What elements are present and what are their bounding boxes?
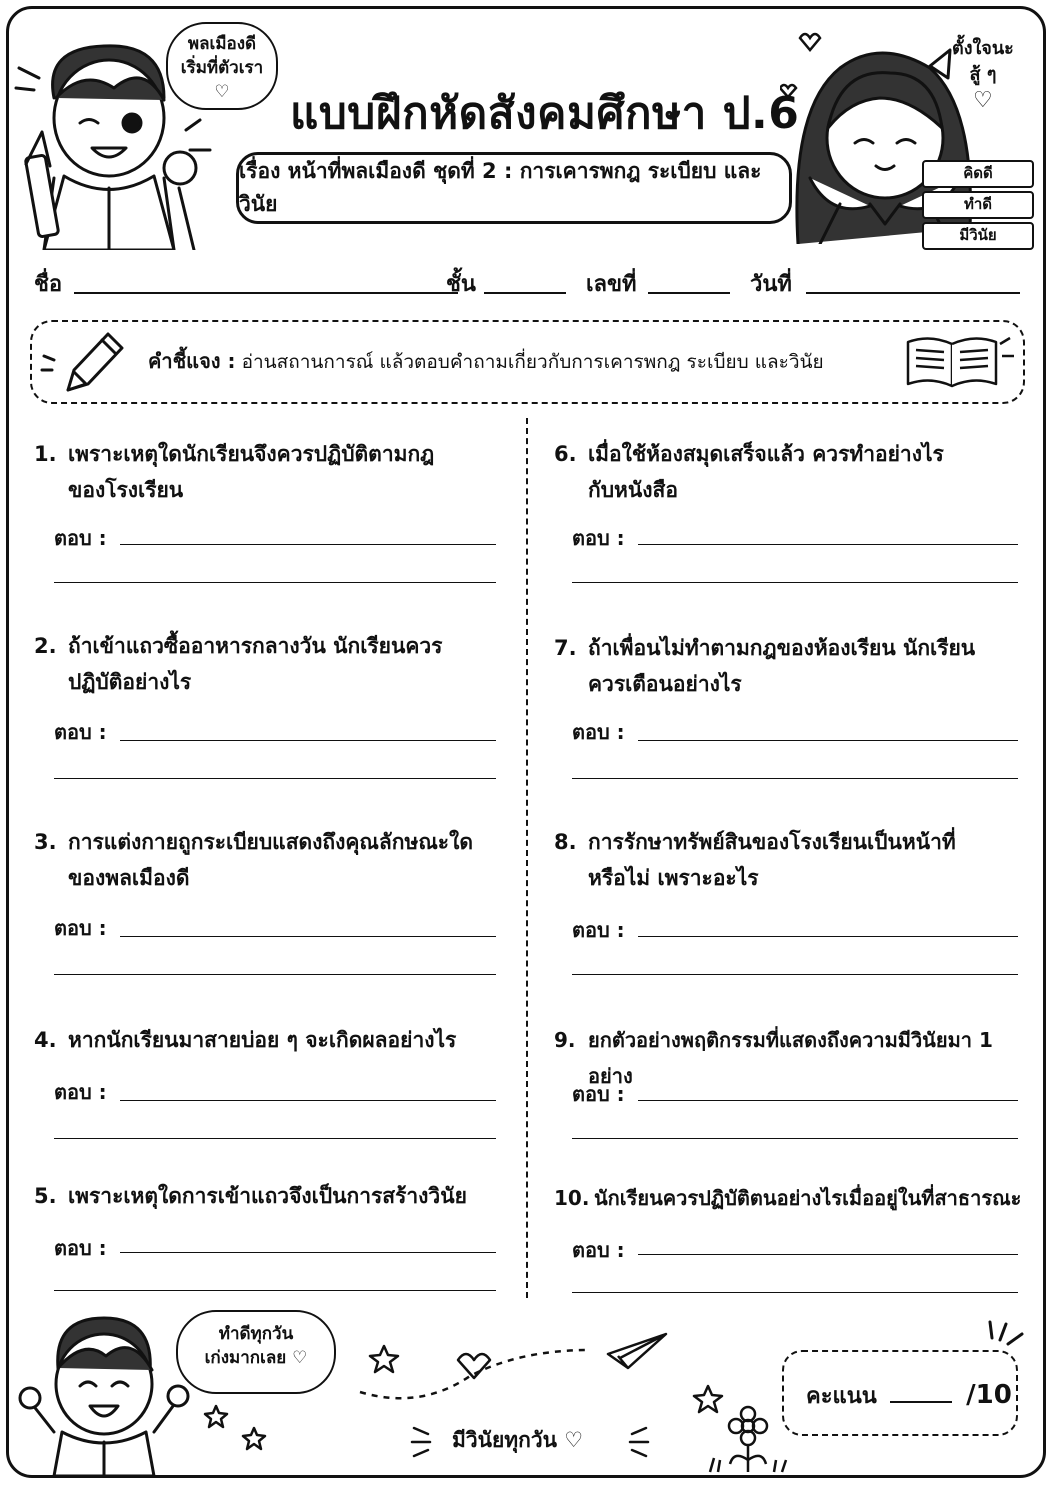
question-text-line1: ถ้าเข้าแถวซื้ออาหารกลางวัน นักเรียนควร	[68, 634, 443, 658]
question-text-line1: เพราะเหตุใดนักเรียนจึงควรปฏิบัติตามกฎ	[68, 442, 435, 466]
question-1	[34, 436, 514, 596]
answer-line[interactable]	[120, 936, 496, 937]
question-number: 1.	[34, 442, 57, 466]
answer-line[interactable]	[638, 740, 1018, 741]
girl-cheer-line1: ตั้งใจนะ	[952, 38, 1014, 59]
score-label: คะแนน	[806, 1384, 877, 1409]
question-text-line1: นักเรียนควรปฏิบัติตนอย่างไรเมื่ออยู่ในที่สาธารณะ	[594, 1186, 1022, 1210]
question-text-line1: เมื่อใช้ห้องสมุดเสร็จแล้ว ควรทำอย่างไร	[588, 442, 944, 466]
boy-bubble-line1: พลเมืองดี	[187, 34, 257, 54]
question-number: 4.	[34, 1028, 57, 1052]
question-number: 5.	[34, 1184, 57, 1208]
heart-icon	[458, 1354, 490, 1378]
answer-line[interactable]	[120, 1100, 496, 1101]
star-icon	[243, 1428, 265, 1449]
answer-label: ตอบ :	[572, 526, 625, 550]
answer-line[interactable]	[120, 544, 496, 545]
star-icon	[205, 1406, 227, 1427]
question-number: 6.	[554, 442, 577, 466]
date-label: วันที่	[750, 272, 792, 297]
question-text-line1: หากนักเรียนมาสายบ่อย ๆ จะเกิดผลอย่างไร	[68, 1028, 457, 1052]
sparkle-icon	[620, 1424, 660, 1460]
question-text-line2: หรือไม่ เพราะอะไร	[588, 866, 759, 890]
flower-icon	[690, 1380, 790, 1475]
book-discipline: มีวินัย	[922, 222, 1034, 250]
cheering-boy-illustration	[14, 1308, 194, 1476]
answer-line[interactable]	[572, 974, 1018, 975]
question-number: 8.	[554, 830, 577, 854]
book-stack	[922, 160, 1034, 253]
question-5	[34, 1178, 524, 1218]
answer-label: ตอบ :	[572, 1082, 625, 1106]
girl-cheer-text	[952, 36, 1014, 114]
question-text-line1: ยกตัวอย่างพฤติกรรมที่แสดงถึงความมีวินัยมา 1 อย่าง	[588, 1028, 993, 1088]
book-think-good: คิดดี	[922, 160, 1034, 188]
question-number: 10.	[554, 1186, 590, 1210]
question-10	[554, 1180, 1044, 1220]
question-number: 3.	[34, 830, 57, 854]
question-text-line2: ของพลเมืองดี	[68, 866, 190, 890]
star-icon	[370, 1346, 398, 1372]
question-number: 7.	[554, 636, 577, 660]
answer-label: ตอบ :	[54, 720, 107, 744]
answer-label: ตอบ :	[54, 1080, 107, 1104]
answer-line[interactable]	[54, 778, 496, 779]
question-9	[554, 1022, 1044, 1088]
footer-bubble-line1: ทำดีทุกวัน	[218, 1324, 294, 1344]
answer-line[interactable]	[572, 778, 1018, 779]
question-text-line2: ปฏิบัติอย่างไร	[68, 670, 192, 694]
answer-line[interactable]	[54, 1290, 496, 1291]
instructions-text	[148, 345, 824, 377]
boy-speech-bubble	[166, 22, 278, 110]
paper-plane-icon	[608, 1334, 666, 1368]
instructions-body: อ่านสถานการณ์ แล้วตอบคำถามเกี่ยวกับการเคารพกฎ ระเบียบ และวินัย	[241, 351, 824, 373]
answer-line[interactable]	[638, 936, 1018, 937]
name-field[interactable]	[74, 292, 458, 294]
question-number: 9.	[554, 1028, 576, 1052]
answer-line[interactable]	[54, 1138, 496, 1139]
student-info-row	[30, 262, 1022, 302]
answer-label: ตอบ :	[54, 526, 107, 550]
answer-line[interactable]	[638, 1100, 1018, 1101]
score-field[interactable]	[890, 1401, 952, 1403]
question-text-line1: เพราะเหตุใดการเข้าแถวจึงเป็นการสร้างวินัย	[68, 1184, 467, 1208]
subject-box	[236, 152, 792, 224]
question-4	[34, 1022, 524, 1062]
name-label: ชื่อ	[34, 272, 63, 297]
answer-line[interactable]	[638, 1254, 1018, 1255]
answer-line[interactable]	[54, 582, 496, 583]
question-text-line2: ควรเตือนอย่างไร	[588, 672, 742, 696]
score-total: /10	[966, 1380, 1012, 1410]
girl-cheer-line2: สู้ ๆ	[969, 64, 997, 85]
question-text-line1: การรักษาทรัพย์สินของโรงเรียนเป็นหน้าที่	[588, 830, 956, 854]
question-text-line1: การแต่งกายถูกระเบียบแสดงถึงคุณลักษณะใด	[68, 830, 473, 854]
subject-text: เรื่อง หน้าที่พลเมืองดี ชุดที่ 2 : การเคารพกฎ ระเบียบ และวินัย	[239, 159, 762, 216]
answer-label: ตอบ :	[54, 916, 107, 940]
answer-label: ตอบ :	[54, 1236, 107, 1260]
answer-line[interactable]	[572, 1292, 1018, 1293]
date-field[interactable]	[806, 292, 1020, 294]
open-book-icon	[900, 330, 1020, 392]
question-6	[554, 436, 1034, 516]
question-text-line1: ถ้าเพื่อนไม่ทำตามกฎของห้องเรียน นักเรียน	[588, 636, 976, 660]
instructions-label: คำชี้แจง :	[148, 349, 236, 373]
answer-label: ตอบ :	[572, 918, 625, 942]
footer-bubble-line2: เก่งมากเลย ♡	[204, 1348, 308, 1368]
discipline-motto: มีวินัยทุกวัน ♡	[452, 1428, 584, 1452]
question-number: 2.	[34, 634, 57, 658]
pencil-icon	[38, 326, 128, 396]
answer-label: ตอบ :	[572, 1238, 625, 1262]
book-do-good: ทำดี	[922, 191, 1034, 219]
number-field[interactable]	[648, 292, 730, 294]
answer-line[interactable]	[638, 544, 1018, 545]
class-label: ชั้น	[446, 272, 476, 297]
heart-icon: ♡	[214, 82, 230, 102]
sparkle-icon	[982, 1316, 1032, 1356]
page-title: แบบฝึกหัดสังคมศึกษา ป.6	[290, 88, 800, 139]
class-field[interactable]	[484, 292, 566, 294]
question-7	[554, 630, 1034, 710]
question-2	[34, 628, 514, 708]
number-label: เลขที่	[586, 272, 637, 297]
sparkle-icon	[404, 1424, 444, 1460]
question-8	[554, 824, 1034, 904]
question-3	[34, 824, 524, 904]
question-text-line2: ของโรงเรียน	[68, 478, 184, 502]
answer-line[interactable]	[572, 582, 1018, 583]
answer-label: ตอบ :	[572, 720, 625, 744]
heart-icon: ♡	[973, 88, 993, 113]
answer-line[interactable]	[54, 974, 496, 975]
answer-line[interactable]	[120, 1252, 496, 1253]
score-text	[806, 1378, 1012, 1413]
boy-bubble-line2: เริ่มที่ตัวเรา	[180, 58, 264, 78]
column-divider	[526, 418, 528, 1298]
answer-line[interactable]	[572, 1138, 1018, 1139]
question-text-line2: กับหนังสือ	[588, 478, 678, 502]
answer-line[interactable]	[120, 740, 496, 741]
